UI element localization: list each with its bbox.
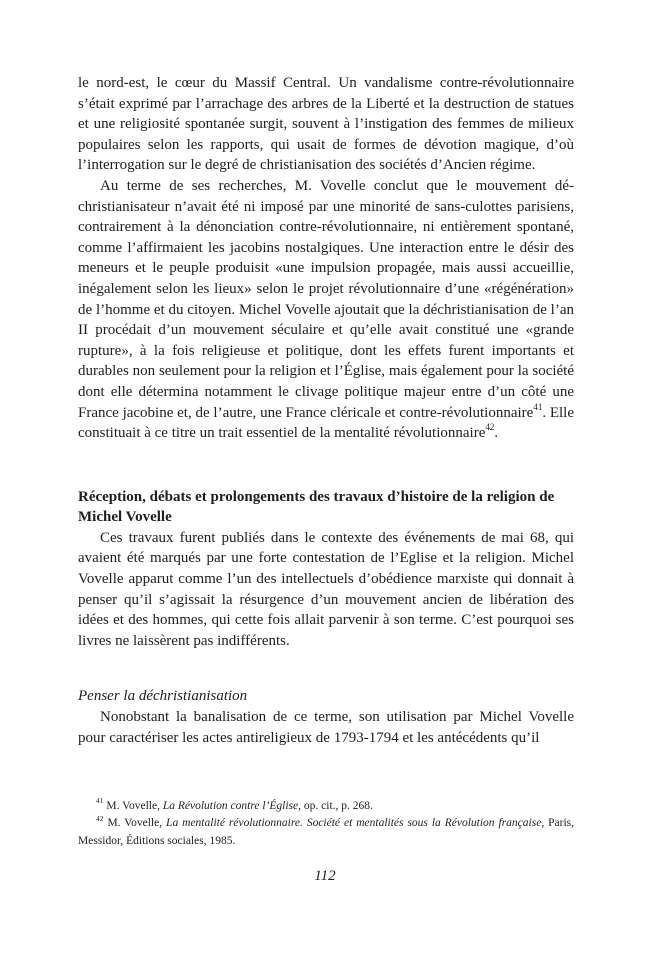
paragraph-banalisation: Nonobstant la banalisation de ce terme, son utilisation par Michel Vovelle pour caractériser les actes antireligieux de 1793-1794 et les antécédents qu’il <box>78 709 574 746</box>
subsection-heading: Penser la déchristianisation <box>78 688 248 705</box>
footnote-42 <box>78 815 574 850</box>
footnote-ref-42[interactable]: 42 <box>485 422 495 433</box>
footnote-title: La Révolution contre l’Église <box>162 800 299 812</box>
paragraph-conclusion <box>78 176 574 444</box>
paragraph-reception: Ces travaux furent publiés dans le contexte des événements de mai 68, qui avaient été marqués par une forte contestation de l’Eglise et la religion. Michel Vovelle apparut comme l’un des intellectuels d’obédience marxiste qui donnait à penser qu’il s’agissait la résurgence d’un mouvement ancien de libération des idées et des hommes, qui cette fois allait parvenir à son terme. C’est pourquoi ses livres ne laissèrent pas indifférents. <box>78 529 574 649</box>
footnotes <box>78 798 574 850</box>
paragraph-conclusion-text: Au terme de ses recherches, M. Vovelle conclut que le mouvement déchristianisateur n’avait été ni imposé par une minorité de sans-culottes parisiens, contrairement à la dénonciation contre-révolutionnaire, ni entièrement spontané, comme l’affirmaient les jacobins nostalgiques. Une interaction entre le désir des meneurs et le peuple produisit «une impulsion propagée, mais aussi accueillie, inégalement selon les lieux» selon le projet révolutionnaire d’une «régénération» de l’homme et du citoyen. Michel Vovelle ajoutait que la déchristianisation de l’an II procédait d’un mouvement séculaire et qu’elle avait constitué une «grande rupture», à la fois religieuse et politique, dont les effets furent importants et durables non seulement pour la religion et l’Église, mais également pour la société dont elle détermina notamment le clivage politique majeur entre d’un côté une France jacobine et, de l’autre, une France cléricale et contre-révolutionnaire <box>78 177 574 421</box>
footnote-text: M. Vovelle, <box>103 800 163 812</box>
footnote-number: 41 <box>96 796 104 806</box>
page-number: 112 <box>314 868 336 884</box>
footnote-text: M. Vovelle, <box>103 817 167 830</box>
footnote-41 <box>78 798 574 815</box>
footnote-number: 42 <box>96 813 104 823</box>
paragraph-vandalism: le nord-est, le cœur du Massif Central. Un vandalisme contre-révolutionnaire s’était exprimé par l’arrachage des arbres de la Liberté et la destruction de statues et une religiosité spontanée surgit, souvent à l’instigation des femmes de milieux populaires selon les rapports, qui usait de formes de dévotion magique, d’où l’interrogation sur le degré de christianisation des sociétés d’Ancien régime. <box>78 75 574 174</box>
paragraph-conclusion-end: . <box>494 425 499 442</box>
footnote-title: La mentalité révolutionnaire. Société et mentalités sous la Révolution française <box>166 817 542 830</box>
footnote-text: , Paris, Messidor, Éditions sociales, 1985. <box>78 817 575 847</box>
paragraph-conclusion-text-2: . Elle constituait à ce titre un trait essentiel de la mentalité révolutionnaire <box>78 404 574 442</box>
footnote-ref-41[interactable]: 41 <box>533 401 543 412</box>
page-body <box>78 73 574 748</box>
section-heading: Réception, débats et prolongements des travaux d’histoire de la religion de Michel Vovelle <box>78 488 555 526</box>
footnote-text: , op. cit., p. 268. <box>298 800 373 812</box>
